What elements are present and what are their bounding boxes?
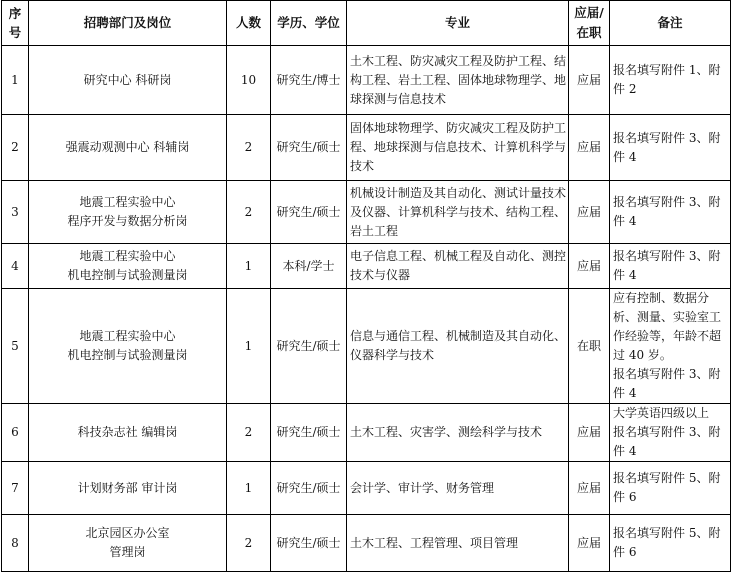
cell-major: 信息与通信工程、机械制造及其自动化、仪器科学与技术 — [347, 289, 569, 404]
cell-count: 1 — [227, 289, 271, 404]
cell-dept: 研究中心 科研岗 — [29, 46, 227, 115]
cell-count: 1 — [227, 244, 271, 289]
table-row — [2, 462, 731, 515]
table-row — [2, 115, 731, 181]
cell-dept: 地震工程实验中心 机电控制与试验测量岗 — [29, 244, 227, 289]
cell-status: 应届 — [569, 515, 610, 572]
cell-count: 2 — [227, 515, 271, 572]
cell-status: 应届 — [569, 404, 610, 462]
cell-note: 大学英语四级以上 报名填写附件 3、附件 4 — [610, 404, 731, 462]
table-row — [2, 515, 731, 572]
cell-note: 应有控制、数据分析、测量、实验室工作经验等，年龄不超过 40 岁。 报名填写附件 3、附件 4 — [610, 289, 731, 404]
cell-degree: 研究生/硕士 — [271, 289, 347, 404]
table-body — [2, 46, 731, 572]
cell-degree: 研究生/博士 — [271, 46, 347, 115]
cell-status: 应届 — [569, 46, 610, 115]
cell-major: 土木工程、灾害学、测绘科学与技术 — [347, 404, 569, 462]
cell-degree: 研究生/硕士 — [271, 462, 347, 515]
table-row — [2, 244, 731, 289]
cell-status: 应届 — [569, 181, 610, 244]
cell-major: 土木工程、工程管理、项目管理 — [347, 515, 569, 572]
table-row — [2, 289, 731, 404]
cell-dept: 计划财务部 审计岗 — [29, 462, 227, 515]
cell-note: 报名填写附件 5、附件 6 — [610, 462, 731, 515]
cell-status: 在职 — [569, 289, 610, 404]
table-row — [2, 46, 731, 115]
cell-note: 报名填写附件 3、附件 4 — [610, 244, 731, 289]
cell-seq: 3 — [2, 181, 29, 244]
cell-dept: 强震动观测中心 科辅岗 — [29, 115, 227, 181]
cell-note: 报名填写附件 3、附件 4 — [610, 181, 731, 244]
cell-major: 电子信息工程、机械工程及自动化、测控技术与仪器 — [347, 244, 569, 289]
cell-count: 10 — [227, 46, 271, 115]
header-seq: 序 号 — [2, 1, 29, 46]
cell-seq: 2 — [2, 115, 29, 181]
cell-status: 应届 — [569, 115, 610, 181]
cell-dept: 科技杂志社 编辑岗 — [29, 404, 227, 462]
recruitment-table — [1, 0, 731, 572]
cell-count: 2 — [227, 181, 271, 244]
cell-status: 应届 — [569, 462, 610, 515]
table-row — [2, 404, 731, 462]
cell-status: 应届 — [569, 244, 610, 289]
cell-count: 1 — [227, 462, 271, 515]
cell-major: 固体地球物理学、防灾减灾工程及防护工程、地球探测与信息技术、计算机科学与技术 — [347, 115, 569, 181]
cell-count: 2 — [227, 404, 271, 462]
cell-dept: 地震工程实验中心 程序开发与数据分析岗 — [29, 181, 227, 244]
header-major: 专业 — [347, 1, 569, 46]
header-count: 人数 — [227, 1, 271, 46]
table-row — [2, 181, 731, 244]
cell-seq: 8 — [2, 515, 29, 572]
cell-seq: 4 — [2, 244, 29, 289]
cell-note: 报名填写附件 5、附件 6 — [610, 515, 731, 572]
cell-degree: 研究生/硕士 — [271, 181, 347, 244]
header-note: 备注 — [610, 1, 731, 46]
cell-degree: 研究生/硕士 — [271, 515, 347, 572]
cell-seq: 5 — [2, 289, 29, 404]
cell-dept: 北京园区办公室 管理岗 — [29, 515, 227, 572]
header-row — [2, 1, 731, 46]
cell-major: 土木工程、防灾减灾工程及防护工程、结构工程、岩土工程、固体地球物理学、地球探测与信息技术 — [347, 46, 569, 115]
cell-degree: 研究生/硕士 — [271, 404, 347, 462]
cell-seq: 6 — [2, 404, 29, 462]
cell-major: 会计学、审计学、财务管理 — [347, 462, 569, 515]
cell-dept: 地震工程实验中心 机电控制与试验测量岗 — [29, 289, 227, 404]
header-status: 应届/ 在职 — [569, 1, 610, 46]
cell-note: 报名填写附件 3、附件 4 — [610, 115, 731, 181]
cell-count: 2 — [227, 115, 271, 181]
cell-degree: 本科/学士 — [271, 244, 347, 289]
cell-seq: 7 — [2, 462, 29, 515]
header-degree: 学历、学位 — [271, 1, 347, 46]
cell-degree: 研究生/硕士 — [271, 115, 347, 181]
cell-note: 报名填写附件 1、附件 2 — [610, 46, 731, 115]
header-dept: 招聘部门及岗位 — [29, 1, 227, 46]
cell-seq: 1 — [2, 46, 29, 115]
cell-major: 机械设计制造及其自动化、测试计量技术及仪器、计算机科学与技术、结构工程、岩土工程 — [347, 181, 569, 244]
